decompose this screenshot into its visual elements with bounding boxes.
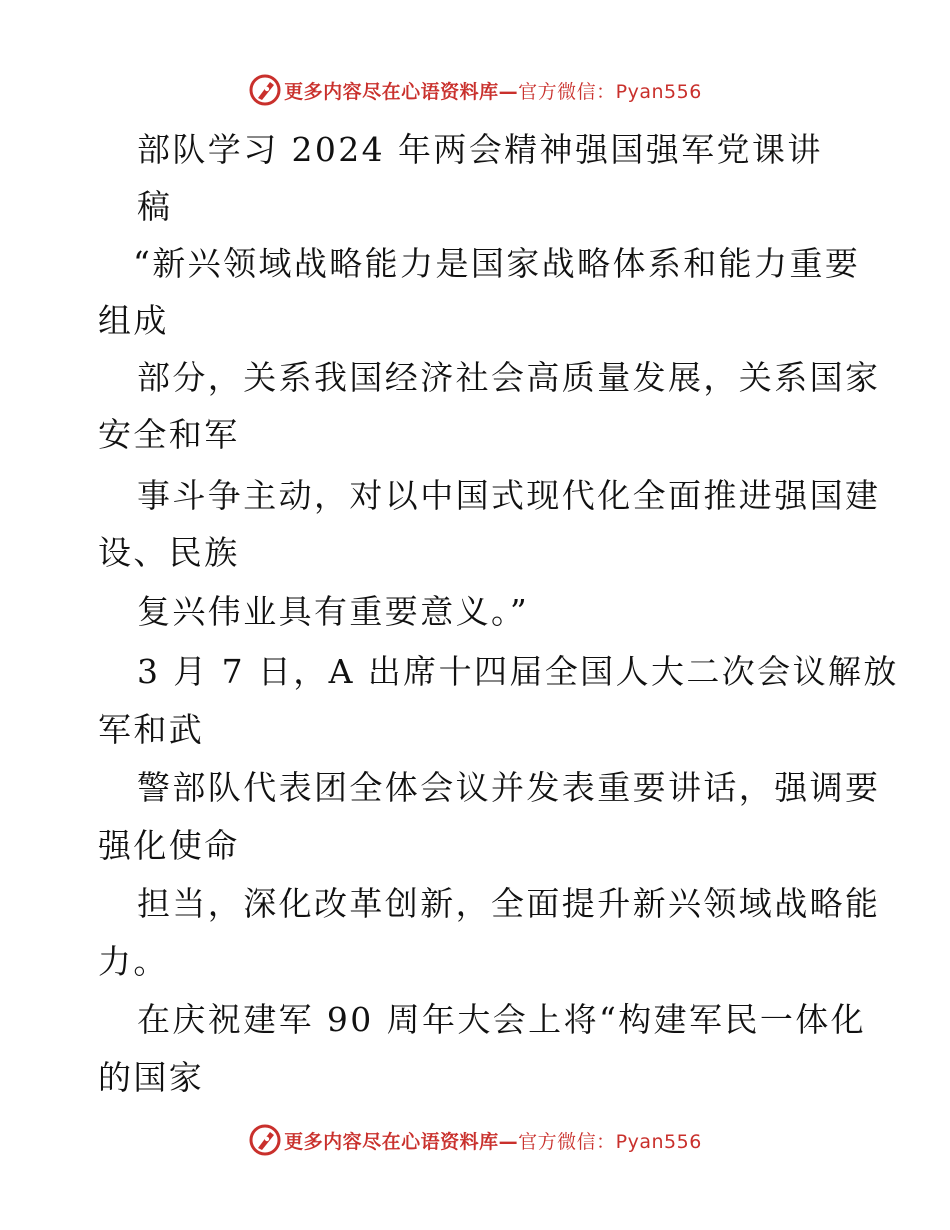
paragraph-line: 的国家 bbox=[98, 1058, 205, 1097]
paragraph-line: 组成 bbox=[98, 301, 169, 340]
header-separator: — bbox=[498, 80, 519, 103]
paragraph-line: 复兴伟业具有重要意义。” bbox=[137, 592, 530, 631]
paragraph-line: 强化使命 bbox=[98, 826, 240, 865]
paragraph-line: 3 月 7 日，A 出席十四届全国人大二次会议解放 bbox=[137, 652, 899, 691]
footer-wechat-text: 官方微信：Pyan556 bbox=[518, 1130, 702, 1153]
pen-circle-icon bbox=[248, 1123, 282, 1157]
header-wechat-text: 官方微信：Pyan556 bbox=[518, 80, 702, 103]
paragraph-line: 担当，深化改革创新，全面提升新兴领域战略能 bbox=[137, 884, 881, 923]
footer-banner-text bbox=[284, 1127, 702, 1154]
paragraph-line: 力。 bbox=[98, 942, 169, 981]
footer-site-text: 更多内容尽在心语资料库 bbox=[284, 1130, 499, 1153]
footer-banner bbox=[0, 1120, 950, 1160]
paragraph-line: 事斗争主动，对以中国式现代化全面推进强国建 bbox=[137, 476, 881, 515]
paragraph-line: 军和武 bbox=[98, 710, 205, 749]
paragraph-line: “新兴领域战略能力是国家战略体系和能力重要 bbox=[133, 244, 861, 283]
paragraph-line: 部分，关系我国经济社会高质量发展，关系国家 bbox=[137, 358, 881, 397]
paragraph-line: 设、民族 bbox=[98, 533, 240, 572]
paragraph-line: 安全和军 bbox=[98, 415, 240, 454]
title-line-1: 部队学习 2024 年两会精神强国强军党课讲 bbox=[137, 130, 823, 169]
title-line-2: 稿 bbox=[137, 187, 173, 226]
paragraph-line: 警部队代表团全体会议并发表重要讲话，强调要 bbox=[137, 768, 881, 807]
paragraph-line: 在庆祝建军 90 周年大会上将“构建军民一体化 bbox=[137, 1000, 867, 1039]
footer-separator: — bbox=[498, 1130, 519, 1153]
header-site-text: 更多内容尽在心语资料库 bbox=[284, 80, 499, 103]
